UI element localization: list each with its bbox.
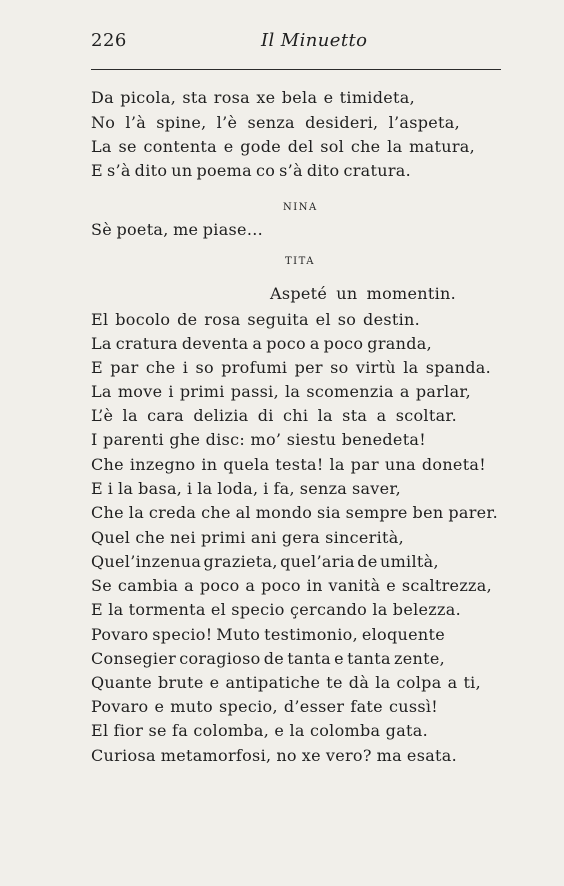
verse-line: Povaro e muto specio, d’esser fate cussì! [91, 697, 438, 716]
verse-line: E i la basa, i la loda, i fa, senza saver, [91, 479, 401, 498]
verse-line: E s’à dito un poema co s’à dito cratura. [91, 161, 411, 180]
verse-line: La move i primi passi, la scomenzia a parlar, [91, 382, 471, 401]
verse-line: Da picola, sta rosa xe bela e timideta, [91, 88, 415, 107]
speaker-name: TITA [285, 256, 315, 267]
verse-line: L’è la cara delizia di chi la sta a scoltar. [91, 406, 457, 425]
running-title: Il Minuetto [261, 30, 368, 51]
verse-line: Che inzegno in quela testa! la par una doneta! [91, 455, 486, 474]
speaker-name: NINA [283, 202, 318, 213]
verse-line: El bocolo de rosa seguita el so destin. [91, 310, 420, 329]
header-rule [91, 69, 501, 70]
verse-line: Se cambia a poco a poco in vanità e scaltrezza, [91, 576, 492, 595]
verse-line: El fior se fa colomba, e la colomba gata. [91, 721, 428, 740]
page-header [91, 30, 501, 54]
verse-line: La cratura deventa a poco a poco granda, [91, 334, 432, 353]
page-number: 226 [91, 30, 127, 51]
verse-line: Povaro specio! Muto testimonio, eloquente [91, 625, 445, 644]
verse-line: Che la creda che al mondo sia sempre ben parer. [91, 503, 498, 522]
verse-line: La se contenta e gode del sol che la matura, [91, 137, 475, 156]
verse-line: I parenti ghe disc: mo’ siestu benedeta! [91, 430, 426, 449]
verse-line: Consegier coragioso de tanta e tanta zente, [91, 649, 445, 668]
verse-line: Quante brute e antipatiche te dà la colpa a ti, [91, 673, 481, 692]
verse-line: E la tormenta el specio çercando la belezza. [91, 600, 461, 619]
verse-line: Aspeté un momentin. [270, 284, 456, 303]
verse-line: Curiosa metamorfosi, no xe vero? ma esata. [91, 746, 457, 765]
verse-line: Quel’inzenua grazieta, quel’aria de umiltà, [91, 552, 439, 571]
verse-line: Sè poeta, me piase... [91, 220, 263, 239]
verse-line: E par che i so profumi per so virtù la spanda. [91, 358, 491, 377]
verse-line: No l’à spine, l’è senza desideri, l’aspeta, [91, 113, 460, 132]
verse-line: Quel che nei primi ani gera sincerità, [91, 528, 404, 547]
